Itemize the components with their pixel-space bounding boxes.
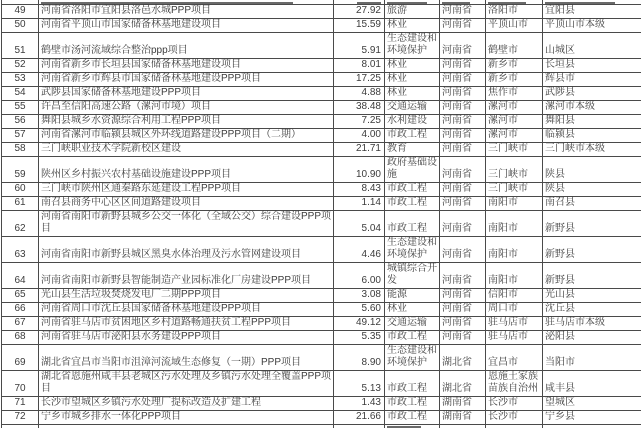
cell-row-number: 53 (2, 72, 39, 86)
cell-county: 平顶山市本级 (543, 18, 641, 32)
cell-city: 新乡市 (486, 72, 543, 86)
cell-industry: 林业 (385, 18, 440, 32)
cell-investment-amount: 8.90 (334, 344, 385, 370)
cell-city: 漯河市 (486, 128, 543, 142)
cell-project-name: 河南省驻马店市泌阳县水务建设PPP项目 (39, 330, 334, 344)
cell-city: 宜昌市 (486, 344, 543, 370)
cell-city: 焦作市 (486, 86, 543, 100)
cell-row-number: 59 (2, 156, 39, 182)
cell-county: 咸丰县 (543, 370, 641, 396)
clipped-cell (334, 424, 385, 428)
table-row (2, 236, 641, 262)
cell-row-number: 70 (2, 370, 39, 396)
cell-industry: 水利建设 (385, 114, 440, 128)
table-row (2, 100, 641, 114)
cell-project-name: 河南省漯河市临颍县城区外环线道路建设PPP项目（二期） (39, 128, 334, 142)
cell-county: 当阳市 (543, 344, 641, 370)
cell-industry: 生态建设和环境保护 (385, 236, 440, 262)
cell-city: 三门峡市 (486, 142, 543, 156)
cell-province: 河南省 (440, 182, 486, 196)
cell-investment-amount: 8.01 (334, 58, 385, 72)
cell-industry: 生态建设和环境保护 (385, 32, 440, 58)
cell-investment-amount: 5.60 (334, 302, 385, 316)
cell-county: 长垣县 (543, 58, 641, 72)
cell-row-number: 61 (2, 196, 39, 210)
cell-project-name: 河南省南阳市新野县智能制造产业园标准化厂房建设PPP项目 (39, 262, 334, 288)
cell-project-name: 湖北省恩施州咸丰县老城区污水处理及乡镇污水处理全覆盖PPP项目 (39, 370, 334, 396)
cell-project-name: 湖北省宜昌市当阳市沮漳河流域生态修复（一期）PPP项目 (39, 344, 334, 370)
cell-city: 周口市 (486, 302, 543, 316)
table-row (2, 114, 641, 128)
cell-investment-amount: 7.25 (334, 114, 385, 128)
cell-province: 河南省 (440, 262, 486, 288)
cell-province: 湖南省 (440, 410, 486, 424)
cell-city: 洛阳市 (486, 4, 543, 18)
cell-county: 陕县 (543, 156, 641, 182)
cell-city: 长沙市 (486, 396, 543, 410)
table-row (2, 86, 641, 100)
cell-county: 新野县 (543, 210, 641, 236)
cell-industry: 市政工程 (385, 196, 440, 210)
cell-industry: 能源 (385, 288, 440, 302)
clipped-cell (385, 424, 440, 428)
cell-investment-amount: 4.00 (334, 128, 385, 142)
cell-project-name: 河南省周口市沈丘县国家储备林基地建设PPP项目 (39, 302, 334, 316)
cell-project-name: 河南省平顶山市国家储备林基地建设项目 (39, 18, 334, 32)
cell-county: 沈丘县 (543, 302, 641, 316)
cell-county: 山城区 (543, 32, 641, 58)
cell-industry: 市政工程 (385, 370, 440, 396)
cell-investment-amount: 8.43 (334, 182, 385, 196)
table-row (2, 4, 641, 18)
cell-row-number: 51 (2, 32, 39, 58)
table-row (2, 196, 641, 210)
cell-project-name: 宁乡市城乡排水一体化PPP项目 (39, 410, 334, 424)
clipped-cell (440, 424, 486, 428)
cell-industry: 市政工程 (385, 128, 440, 142)
cell-industry: 市政工程 (385, 182, 440, 196)
table-row (2, 210, 641, 236)
cell-row-number: 66 (2, 302, 39, 316)
table-row (2, 142, 641, 156)
table-row (2, 302, 641, 316)
cell-industry: 市政工程 (385, 396, 440, 410)
cell-province: 河南省 (440, 128, 486, 142)
cell-county: 舞阳县 (543, 114, 641, 128)
cell-province: 河南省 (440, 100, 486, 114)
cell-province: 河南省 (440, 236, 486, 262)
table-row (2, 32, 641, 58)
cell-project-name: 河南省南阳市新野县城乡公交一体化（全域公交）综合建设PPP项目 (39, 210, 334, 236)
cell-county: 驻马店市本级 (543, 316, 641, 330)
cell-project-name: 鹤壁市汤河流域综合整治ppp项目 (39, 32, 334, 58)
cell-province: 河南省 (440, 316, 486, 330)
cell-investment-amount: 5.91 (334, 32, 385, 58)
cell-city: 长沙市 (486, 410, 543, 424)
cell-county: 临颍县 (543, 128, 641, 142)
cell-province: 湖北省 (440, 370, 486, 396)
cell-county: 武陟县 (543, 86, 641, 100)
cell-industry: 交通运输 (385, 100, 440, 114)
clipped-cell (2, 424, 39, 428)
table-row (2, 330, 641, 344)
cell-industry: 林业 (385, 58, 440, 72)
cell-row-number: 64 (2, 262, 39, 288)
cell-county: 宁乡县 (543, 410, 641, 424)
table-row (2, 316, 641, 330)
cell-row-number: 57 (2, 128, 39, 142)
cell-investment-amount: 3.08 (334, 288, 385, 302)
cell-county: 新野县 (543, 236, 641, 262)
cell-city: 鹤壁市 (486, 32, 543, 58)
cell-project-name: 河南省新乡市长垣县国家储备林基地建设项目 (39, 58, 334, 72)
table-row (2, 262, 641, 288)
cell-city: 三门峡市 (486, 182, 543, 196)
cell-city: 三门峡市 (486, 156, 543, 182)
cell-investment-amount: 21.66 (334, 410, 385, 424)
cell-investment-amount: 4.46 (334, 236, 385, 262)
cell-province: 河南省 (440, 32, 486, 58)
cell-industry: 市政工程 (385, 210, 440, 236)
cell-county: 泌阳县 (543, 330, 641, 344)
cell-city: 漯河市 (486, 100, 543, 114)
table-row (2, 182, 641, 196)
cell-investment-amount: 5.04 (334, 210, 385, 236)
cell-province: 河南省 (440, 4, 486, 18)
cell-province: 河南省 (440, 302, 486, 316)
cell-industry: 林业 (385, 72, 440, 86)
clipped-cell (543, 424, 641, 428)
table-row (2, 72, 641, 86)
cell-province: 河南省 (440, 86, 486, 100)
cell-investment-amount: 1.43 (334, 396, 385, 410)
cell-industry: 林业 (385, 302, 440, 316)
table-row (2, 156, 641, 182)
cell-row-number: 69 (2, 344, 39, 370)
cell-province: 湖北省 (440, 344, 486, 370)
cell-city: 驻马店市 (486, 316, 543, 330)
cell-city: 南阳市 (486, 196, 543, 210)
cell-project-name: 舞阳县城乡水资源综合利用工程PPP项目 (39, 114, 334, 128)
cell-row-number: 71 (2, 396, 39, 410)
cell-city: 驻马店市 (486, 330, 543, 344)
table-body (2, 0, 641, 428)
cell-row-number: 55 (2, 100, 39, 114)
cell-investment-amount: 5.13 (334, 370, 385, 396)
cell-row-number: 67 (2, 316, 39, 330)
cell-province: 河南省 (440, 210, 486, 236)
table-row (2, 410, 641, 424)
cell-county: 宜阳县 (543, 4, 641, 18)
cell-investment-amount: 15.59 (334, 18, 385, 32)
cell-city: 平顶山市 (486, 18, 543, 32)
cell-province: 河南省 (440, 18, 486, 32)
cell-industry: 市政工程 (385, 410, 440, 424)
cell-county: 辉县市 (543, 72, 641, 86)
cell-county: 望城区 (543, 396, 641, 410)
cell-province: 河南省 (440, 156, 486, 182)
cell-investment-amount: 38.48 (334, 100, 385, 114)
cell-province: 河南省 (440, 196, 486, 210)
cell-project-name: 河南省新乡市辉县市国家储备林基地建设PPP项目 (39, 72, 334, 86)
cell-investment-amount: 5.35 (334, 330, 385, 344)
cell-industry: 旅游 (385, 4, 440, 18)
cell-industry: 政府基础设施 (385, 156, 440, 182)
cell-province: 河南省 (440, 142, 486, 156)
cell-province: 河南省 (440, 288, 486, 302)
cell-county: 新野县 (543, 262, 641, 288)
cell-county: 南召县 (543, 196, 641, 210)
cell-project-name: 光山县生活垃圾焚烧发电厂二期PPP项目 (39, 288, 334, 302)
cell-county: 光山县 (543, 288, 641, 302)
clipped-cell (486, 424, 543, 428)
cell-province: 湖南省 (440, 396, 486, 410)
cell-project-name: 河南省驻马店市贫困地区乡村道路畅通扶贫工程PPP项目 (39, 316, 334, 330)
table-row (2, 128, 641, 142)
table-row (2, 344, 641, 370)
cell-investment-amount: 4.88 (334, 86, 385, 100)
cell-row-number: 49 (2, 4, 39, 18)
cell-row-number: 52 (2, 58, 39, 72)
cell-county: 三门峡市本级 (543, 142, 641, 156)
table-row (2, 396, 641, 410)
cell-investment-amount: 10.90 (334, 156, 385, 182)
cell-project-name: 许昌至信阳高速公路（漯河市境）项目 (39, 100, 334, 114)
table-row (2, 370, 641, 396)
cell-project-name: 长沙市望城区乡镇污水处理厂提标改造及扩建工程 (39, 396, 334, 410)
cell-province: 河南省 (440, 114, 486, 128)
cell-row-number: 58 (2, 142, 39, 156)
cell-project-name: 南召县商务中心区区间道路建设项目 (39, 196, 334, 210)
cell-industry: 生态建设和环境保护 (385, 344, 440, 370)
cell-row-number: 68 (2, 330, 39, 344)
cell-industry: 林业 (385, 86, 440, 100)
table-row (2, 288, 641, 302)
cell-investment-amount: 21.71 (334, 142, 385, 156)
cell-project-name: 三门峡职业技术学院新校区建设 (39, 142, 334, 156)
cell-investment-amount: 6.00 (334, 262, 385, 288)
cell-project-name: 河南省南阳市新野县城区黑臭水体治理及污水管网建设项目 (39, 236, 334, 262)
cell-project-name: 陕州区乡村振兴农村基础设施建设PPP项目 (39, 156, 334, 182)
cell-row-number: 65 (2, 288, 39, 302)
cell-city: 南阳市 (486, 262, 543, 288)
cell-city: 信阳市 (486, 288, 543, 302)
cell-row-number: 60 (2, 182, 39, 196)
clipped-row-bottom (2, 424, 641, 428)
cell-project-name: 河南省洛阳市宜阳县洛邑水城PPP项目 (39, 4, 334, 18)
cell-province: 河南省 (440, 58, 486, 72)
cell-city: 南阳市 (486, 210, 543, 236)
cell-row-number: 72 (2, 410, 39, 424)
cell-row-number: 50 (2, 18, 39, 32)
cell-investment-amount: 1.14 (334, 196, 385, 210)
table-row (2, 18, 641, 32)
cell-city: 南阳市 (486, 236, 543, 262)
cell-industry: 城镇综合开发 (385, 262, 440, 288)
cell-row-number: 54 (2, 86, 39, 100)
table-row (2, 58, 641, 72)
cell-city: 漯河市 (486, 114, 543, 128)
clipped-cell (39, 424, 334, 428)
cell-investment-amount: 27.92 (334, 4, 385, 18)
cell-industry: 市政工程 (385, 330, 440, 344)
cell-project-name: 三门峡市陕州区通秦路东延建设工程PPP项目 (39, 182, 334, 196)
cell-city: 新乡市 (486, 58, 543, 72)
cell-city: 恩施土家族苗族自治州 (486, 370, 543, 396)
ppp-project-table (1, 0, 641, 428)
cell-investment-amount: 17.25 (334, 72, 385, 86)
cell-county: 漯河市本级 (543, 100, 641, 114)
cell-row-number: 56 (2, 114, 39, 128)
cell-row-number: 62 (2, 210, 39, 236)
cell-industry: 教育 (385, 142, 440, 156)
cell-project-name: 武陟县国家储备林基地建设PPP项目 (39, 86, 334, 100)
cell-row-number: 63 (2, 236, 39, 262)
cell-investment-amount: 49.12 (334, 316, 385, 330)
cell-province: 河南省 (440, 330, 486, 344)
cell-province: 河南省 (440, 72, 486, 86)
cell-industry: 交通运输 (385, 316, 440, 330)
cell-county: 陕县 (543, 182, 641, 196)
